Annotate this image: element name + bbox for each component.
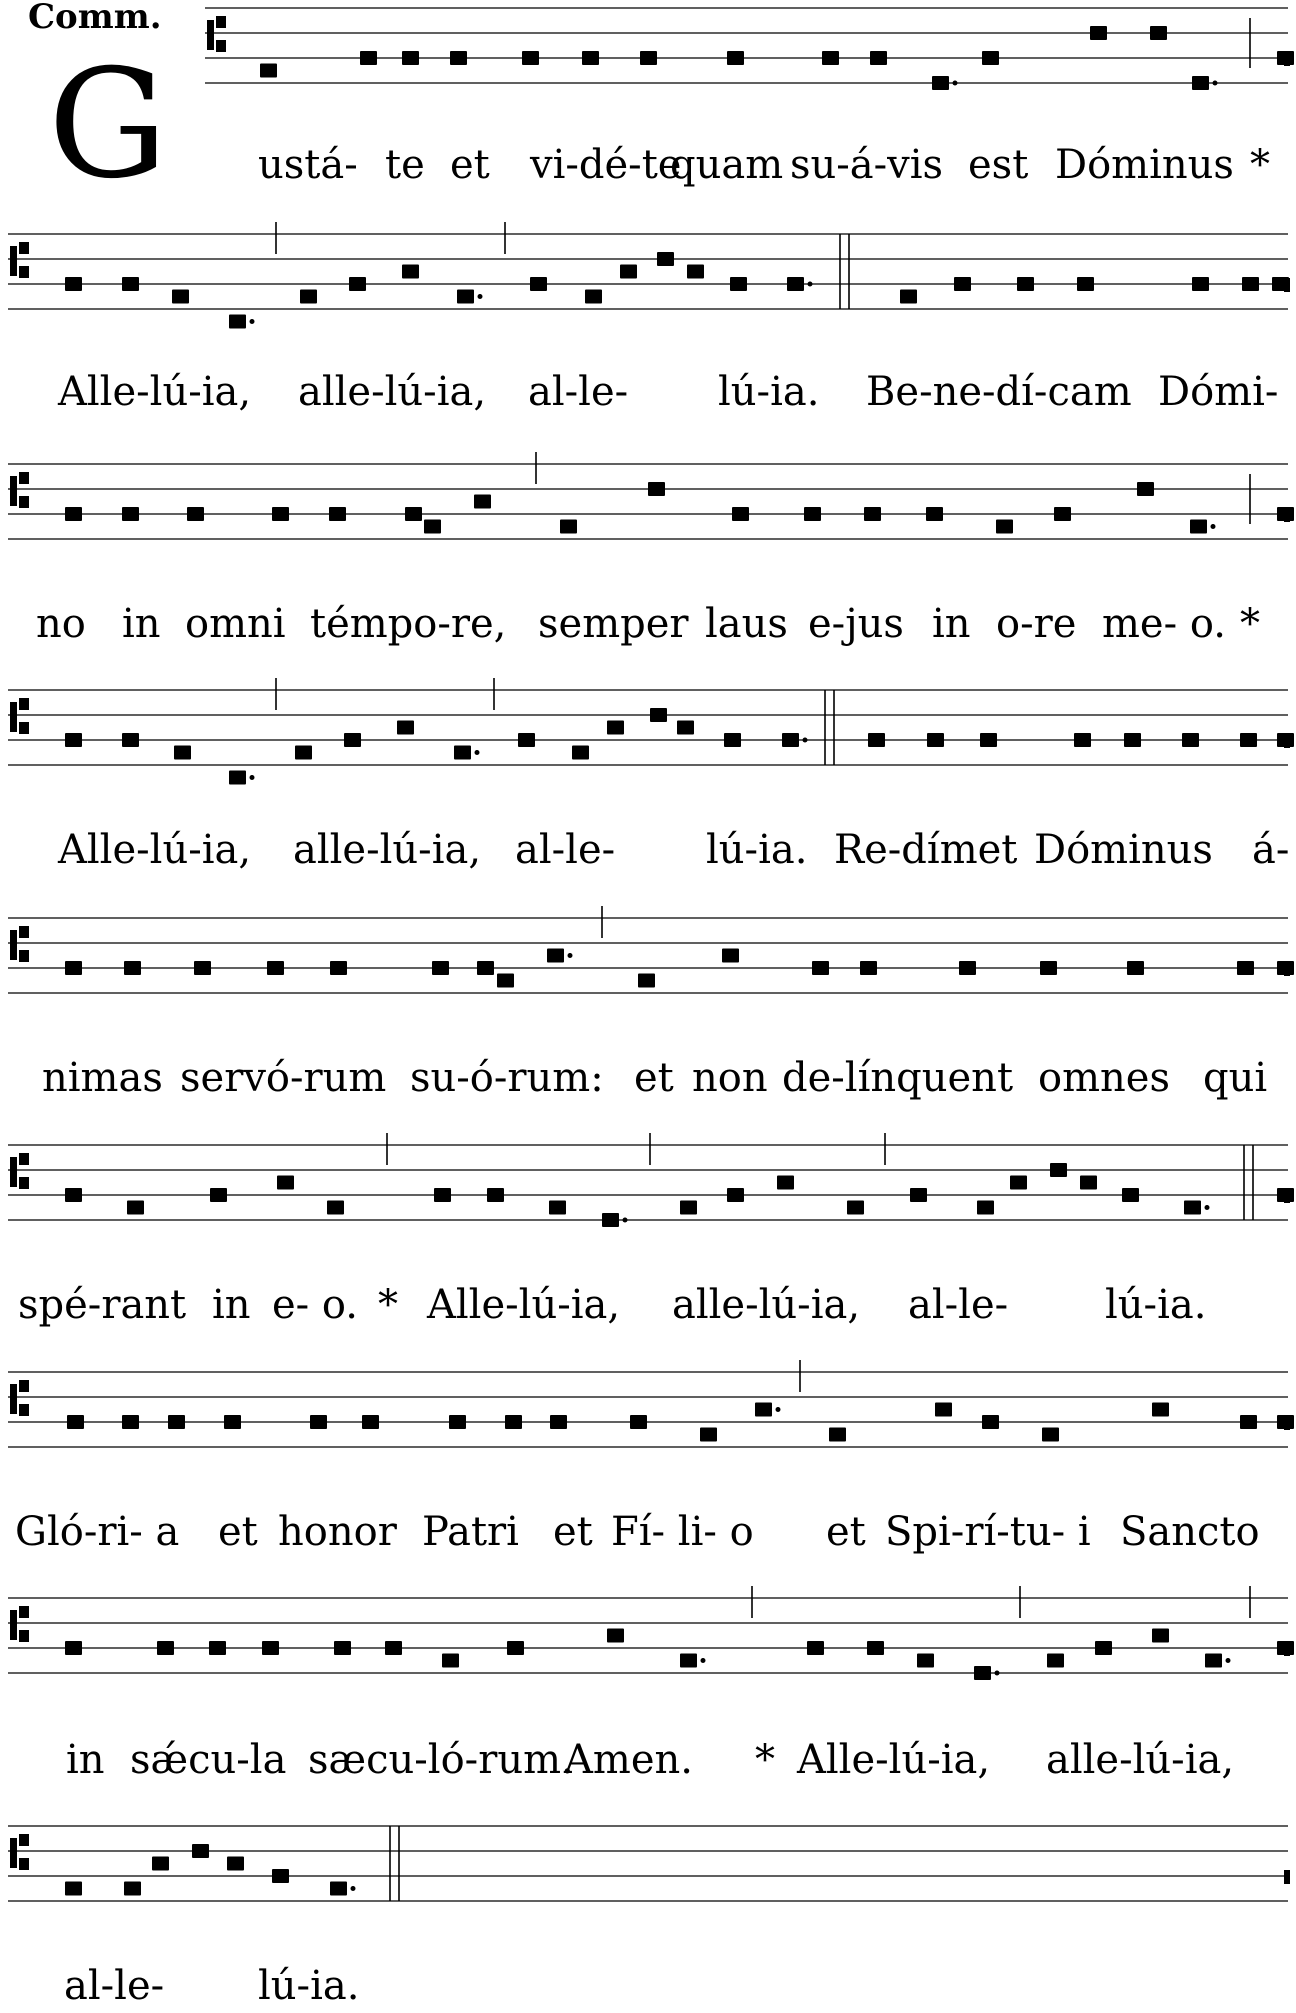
lyric-syllable: quam <box>670 142 784 188</box>
neume-note <box>1150 26 1167 40</box>
neume-note <box>277 1176 294 1190</box>
neume-note <box>385 1641 402 1655</box>
neume-note <box>812 961 829 975</box>
neume-note <box>547 949 564 963</box>
mora-dot <box>953 81 958 86</box>
c-clef-icon <box>19 1606 29 1618</box>
neume-note <box>1184 1201 1201 1215</box>
lyric-syllable: Patri <box>422 1509 519 1555</box>
neume-note <box>1127 961 1144 975</box>
mora-dot <box>1211 524 1216 529</box>
lyric-syllable: et <box>218 1509 258 1555</box>
neume-note <box>310 1415 327 1429</box>
neume-note <box>847 1201 864 1215</box>
neume-note <box>157 1641 174 1655</box>
neume-note <box>974 1666 991 1680</box>
neume-note <box>152 1857 169 1871</box>
neume-note <box>65 733 82 747</box>
c-clef-icon <box>19 1858 29 1870</box>
lyric-syllable: est <box>968 142 1029 188</box>
lyric-syllable: non <box>692 1055 768 1101</box>
neume-note <box>65 277 82 291</box>
neume-note <box>727 1188 744 1202</box>
neume-note <box>727 51 744 65</box>
lyric-syllable: et <box>826 1509 866 1555</box>
neume-note <box>402 51 419 65</box>
neume-note <box>860 961 877 975</box>
neume-note <box>868 733 885 747</box>
neume-note <box>730 277 747 291</box>
lyric-syllable: su-ó-rum: <box>410 1055 604 1101</box>
lyric-syllable: Re-dímet <box>834 827 1018 873</box>
lyric-syllable: omnes <box>1038 1055 1170 1101</box>
c-clef-icon <box>10 930 17 960</box>
neume-note <box>450 51 467 65</box>
c-clef-icon <box>19 472 29 484</box>
lyric-syllable: alle-lú-ia, <box>293 827 482 873</box>
lyric-syllable: et <box>553 1509 593 1555</box>
neume-note <box>787 277 804 291</box>
c-clef-icon <box>19 1404 29 1416</box>
c-clef-icon <box>19 1177 29 1189</box>
neume-note <box>224 1415 241 1429</box>
lyric-syllable: al-le- <box>908 1282 1009 1328</box>
neume-note <box>210 1188 227 1202</box>
lyric-syllable: Alle-lú-ia, <box>58 369 252 415</box>
neume-note <box>457 290 474 304</box>
neume-note <box>607 721 624 735</box>
neume-note <box>755 1403 772 1417</box>
neume-note <box>122 1415 139 1429</box>
mora-dot <box>351 1886 356 1891</box>
neume-note <box>295 746 312 760</box>
lyric-syllable: Dómi- <box>1158 369 1279 415</box>
neume-note <box>602 1213 619 1227</box>
neume-note <box>497 974 514 988</box>
neume-note <box>550 1415 567 1429</box>
neume-note <box>272 507 289 521</box>
neume-note <box>267 961 284 975</box>
neume-note <box>477 961 494 975</box>
custos-icon <box>1284 52 1290 66</box>
neume-note <box>804 507 821 521</box>
neume-note <box>454 746 471 760</box>
neume-note <box>262 1641 279 1655</box>
c-clef-icon <box>19 722 29 734</box>
lyric-syllable: Sancto <box>1120 1509 1260 1555</box>
initial-letter: G <box>48 38 168 212</box>
neume-note <box>65 507 82 521</box>
lyric-syllable: * <box>1240 601 1260 647</box>
lyric-syllable: in <box>212 1282 251 1328</box>
lyric-syllable: lú-ia. <box>718 369 820 415</box>
neume-note <box>777 1176 794 1190</box>
lyric-syllable: nimas <box>42 1055 163 1101</box>
neume-note <box>996 520 1013 534</box>
neume-note <box>329 507 346 521</box>
neume-note <box>174 746 191 760</box>
lyric-syllable: et <box>450 142 490 188</box>
neume-note <box>1017 277 1034 291</box>
lyric-syllable: lú-ia. <box>1105 1282 1207 1328</box>
mora-dot <box>1205 1205 1210 1210</box>
neume-note <box>327 1201 344 1215</box>
lyric-syllable: Amen. <box>564 1737 693 1783</box>
mora-dot <box>623 1218 628 1223</box>
neume-note <box>582 51 599 65</box>
neume-note <box>732 507 749 521</box>
neume-note <box>638 974 655 988</box>
neume-note <box>397 721 414 735</box>
neume-note <box>260 64 277 78</box>
neume-note <box>1152 1403 1169 1417</box>
mora-dot <box>568 953 573 958</box>
neume-note <box>807 1641 824 1655</box>
neume-note <box>229 771 246 785</box>
mora-dot <box>250 775 255 780</box>
c-clef-icon <box>19 242 29 254</box>
neume-note <box>1240 1415 1257 1429</box>
neume-note <box>530 277 547 291</box>
neume-note <box>349 277 366 291</box>
c-clef-icon <box>19 950 29 962</box>
neume-note <box>209 1641 226 1655</box>
lyric-syllable: e-jus <box>808 601 904 647</box>
neume-note <box>360 51 377 65</box>
neume-note <box>124 1882 141 1896</box>
c-clef-icon <box>19 1834 29 1846</box>
neume-note <box>870 51 887 65</box>
neume-note <box>926 507 943 521</box>
c-clef-icon <box>216 40 226 52</box>
neume-note <box>917 1654 934 1668</box>
neume-note <box>560 520 577 534</box>
neume-note <box>932 76 949 90</box>
neume-note <box>1190 520 1207 534</box>
lyric-syllable: spé-rant <box>18 1282 187 1328</box>
lyric-syllable: * <box>755 1737 775 1783</box>
neume-note <box>362 1415 379 1429</box>
lyric-syllable: o-re <box>996 601 1077 647</box>
neume-note <box>432 961 449 975</box>
custos-icon <box>1284 278 1290 292</box>
mora-dot <box>803 738 808 743</box>
lyric-syllable: de-línquent <box>782 1055 1014 1101</box>
lyric-syllable: Dóminus <box>1034 827 1213 873</box>
neume-note <box>1090 26 1107 40</box>
neume-note <box>505 1415 522 1429</box>
lyric-syllable: me- o. <box>1102 601 1226 647</box>
c-clef-icon <box>207 20 214 50</box>
lyric-syllable: á- <box>1252 827 1290 873</box>
neume-note <box>344 733 361 747</box>
neume-note <box>127 1201 144 1215</box>
mora-dot <box>250 319 255 324</box>
neume-note <box>1077 277 1094 291</box>
c-clef-icon <box>10 1610 17 1640</box>
lyric-syllable: ustá- <box>258 142 358 188</box>
neume-note <box>1237 961 1254 975</box>
neume-note <box>402 265 419 279</box>
neume-note <box>954 277 971 291</box>
lyric-syllable: sǽcu-la <box>130 1737 287 1783</box>
neume-note <box>722 949 739 963</box>
neume-note <box>927 733 944 747</box>
neume-note <box>507 1641 524 1655</box>
neume-note <box>1152 1629 1169 1643</box>
lyric-syllable: vi-dé-te <box>530 142 682 188</box>
neume-note <box>700 1428 717 1442</box>
lyric-syllable: Be-ne-dí-cam <box>866 369 1132 415</box>
lyric-syllable: in <box>66 1737 105 1783</box>
mora-dot <box>808 282 813 287</box>
neume-note <box>982 1415 999 1429</box>
neume-note <box>65 961 82 975</box>
neume-note <box>677 721 694 735</box>
neume-note <box>829 1428 846 1442</box>
c-clef-icon <box>10 1838 17 1868</box>
lyric-syllable: alle-lú-ia, <box>672 1282 861 1328</box>
lyric-syllable: * <box>1250 142 1270 188</box>
lyric-syllable: semper <box>538 601 689 647</box>
neume-note <box>867 1641 884 1655</box>
neume-note <box>1047 1654 1064 1668</box>
lyric-syllable: lú-ia. <box>706 827 808 873</box>
neume-note <box>405 507 422 521</box>
neume-note <box>168 1415 185 1429</box>
custos-icon <box>1284 962 1290 976</box>
neume-note <box>1137 482 1154 496</box>
neume-note <box>487 1188 504 1202</box>
neume-note <box>648 482 665 496</box>
neume-note <box>977 1201 994 1215</box>
neume-note <box>1192 277 1209 291</box>
lyric-syllable: al-le- <box>64 1963 165 2009</box>
mora-dot <box>475 750 480 755</box>
lyric-syllable: no <box>36 601 86 647</box>
neume-note <box>272 1869 289 1883</box>
lyric-syllable: laus <box>705 601 788 647</box>
neume-note <box>1122 1188 1139 1202</box>
neume-note <box>229 315 246 329</box>
lyric-syllable: in <box>122 601 161 647</box>
neume-note <box>1042 1428 1059 1442</box>
c-clef-icon <box>19 1380 29 1392</box>
neume-note <box>67 1415 84 1429</box>
c-clef-icon <box>19 1630 29 1642</box>
c-clef-icon <box>10 1384 17 1414</box>
neume-note <box>300 290 317 304</box>
neume-note <box>1240 733 1257 747</box>
office-label: Comm. <box>28 0 162 37</box>
c-clef-icon <box>10 476 17 506</box>
lyric-syllable: * <box>378 1282 398 1328</box>
neume-note <box>687 265 704 279</box>
lyric-syllable: Alle-lú-ia, <box>427 1282 621 1328</box>
neume-note <box>572 746 589 760</box>
neume-note <box>620 265 637 279</box>
neume-note <box>864 507 881 521</box>
lyric-syllable: alle-lú-ia, <box>1046 1737 1235 1783</box>
custos-icon <box>1284 1416 1290 1430</box>
neume-note <box>192 1844 209 1858</box>
custos-icon <box>1284 1870 1290 1884</box>
lyric-syllable: témpo-re, <box>310 601 507 647</box>
neume-note <box>900 290 917 304</box>
mora-dot <box>701 1658 706 1663</box>
neume-note <box>442 1654 459 1668</box>
neume-note <box>982 51 999 65</box>
lyric-syllable: omni <box>185 601 286 647</box>
custos-icon <box>1284 508 1290 522</box>
custos-icon <box>1284 734 1290 748</box>
neume-note <box>1095 1641 1112 1655</box>
c-clef-icon <box>19 1153 29 1165</box>
neume-note <box>724 733 741 747</box>
neume-note <box>227 1857 244 1871</box>
neume-note <box>650 708 667 722</box>
lyric-syllable: te <box>385 142 425 188</box>
neume-note <box>1080 1176 1097 1190</box>
neume-note <box>122 277 139 291</box>
neume-note <box>959 961 976 975</box>
custos-icon <box>1284 1189 1290 1203</box>
lyric-syllable: servó-rum <box>180 1055 387 1101</box>
lyric-syllable: sæcu-ló-rum. <box>308 1737 574 1783</box>
lyric-syllable: Fí- li- o <box>611 1509 754 1555</box>
neume-note <box>434 1188 451 1202</box>
neume-note <box>187 507 204 521</box>
neume-note <box>822 51 839 65</box>
lyric-syllable: qui <box>1203 1055 1268 1101</box>
lyric-syllable: Spi-rí-tu- i <box>885 1509 1091 1555</box>
lyric-syllable: alle-lú-ia, <box>298 369 487 415</box>
neume-note <box>124 961 141 975</box>
neume-note <box>1182 733 1199 747</box>
neume-note <box>424 520 441 534</box>
c-clef-icon <box>216 16 226 28</box>
neume-note <box>65 1882 82 1896</box>
neume-note <box>630 1415 647 1429</box>
lyric-syllable: Alle-lú-ia, <box>797 1737 991 1783</box>
neume-note <box>1010 1176 1027 1190</box>
neume-note <box>640 51 657 65</box>
c-clef-icon <box>19 496 29 508</box>
lyric-syllable: Alle-lú-ia, <box>58 827 252 873</box>
mora-dot <box>1226 1658 1231 1663</box>
c-clef-icon <box>19 698 29 710</box>
custos-icon <box>1284 1642 1290 1656</box>
c-clef-icon <box>10 1157 17 1187</box>
lyric-syllable: al-le- <box>528 369 629 415</box>
neume-note <box>680 1654 697 1668</box>
neume-note <box>910 1188 927 1202</box>
neume-note <box>172 290 189 304</box>
neume-note <box>935 1403 952 1417</box>
neume-note <box>474 495 491 509</box>
neume-note <box>1050 1163 1067 1177</box>
lyric-syllable: in <box>932 601 971 647</box>
neume-note <box>1074 733 1091 747</box>
neume-note <box>334 1641 351 1655</box>
neume-note <box>1054 507 1071 521</box>
c-clef-icon <box>10 246 17 276</box>
lyric-syllable: al-le- <box>515 827 616 873</box>
neume-note <box>1040 961 1057 975</box>
mora-dot <box>995 1671 1000 1676</box>
neume-note <box>680 1201 697 1215</box>
neume-note <box>1192 76 1209 90</box>
lyric-syllable: honor <box>278 1509 397 1555</box>
neume-note <box>980 733 997 747</box>
lyric-syllable: et <box>634 1055 674 1101</box>
neume-note <box>585 290 602 304</box>
neume-note <box>194 961 211 975</box>
neume-note <box>449 1415 466 1429</box>
c-clef-icon <box>19 266 29 278</box>
neume-note <box>657 252 674 266</box>
neume-note <box>1205 1654 1222 1668</box>
lyric-syllable: lú-ia. <box>258 1963 360 2009</box>
c-clef-icon <box>19 926 29 938</box>
lyric-syllable: Dóminus <box>1055 142 1234 188</box>
neume-note <box>122 733 139 747</box>
neume-note <box>518 733 535 747</box>
neume-note <box>330 1882 347 1896</box>
neume-note <box>1242 277 1259 291</box>
lyric-syllable: e- o. <box>272 1282 358 1328</box>
lyric-syllable: su-á-vis <box>790 142 944 188</box>
neume-note <box>65 1188 82 1202</box>
neume-note <box>122 507 139 521</box>
neume-note <box>1124 733 1141 747</box>
lyric-syllable: Gló-ri- a <box>15 1509 180 1555</box>
mora-dot <box>1213 81 1218 86</box>
mora-dot <box>776 1407 781 1412</box>
mora-dot <box>478 294 483 299</box>
neume-note <box>65 1641 82 1655</box>
neume-note <box>782 733 799 747</box>
c-clef-icon <box>10 702 17 732</box>
neume-note <box>549 1201 566 1215</box>
neume-note <box>607 1629 624 1643</box>
neume-note <box>330 961 347 975</box>
neume-note <box>522 51 539 65</box>
